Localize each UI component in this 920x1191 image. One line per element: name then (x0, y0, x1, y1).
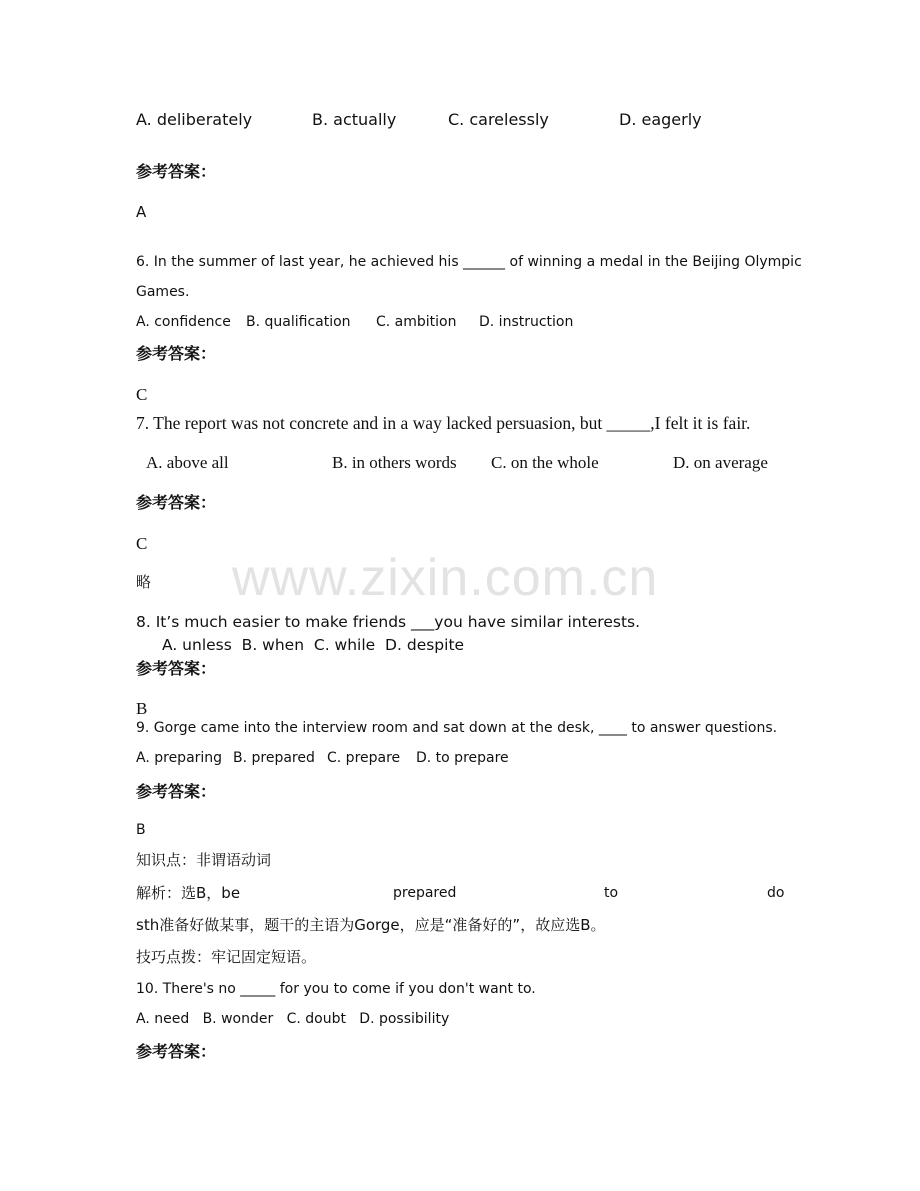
q5-answer: A (136, 203, 147, 221)
q9-tip: 技巧点拨：牢记固定短语。 (136, 948, 317, 966)
q5-option-b: B. actually (312, 110, 397, 129)
q6-stem-line2: Games. (136, 284, 190, 300)
q8-answer: B (136, 699, 148, 718)
q10-stem: 10. There's no _____ for you to come if you don't want to. (136, 981, 536, 997)
q6-option-c: C. ambition (376, 314, 457, 330)
q9-knowledge-point: 知识点：非谓语动词 (136, 851, 272, 869)
q7-option-b: B. in others words (332, 453, 457, 472)
q5-option-d: D. eagerly (619, 110, 702, 129)
q6-option-a: A. confidence (136, 314, 231, 330)
q6-stem-line1: 6. In the summer of last year, he achieved his ______ of winning a medal in the Beijing Olympic (136, 254, 802, 270)
q7-option-d: D. on average (673, 453, 768, 472)
q5-answer-heading: 参考答案： (136, 162, 217, 181)
q10-answer-heading: 参考答案： (136, 1042, 217, 1061)
q7-note: 略 (136, 573, 152, 591)
q7-option-c: C. on the whole (491, 453, 599, 472)
q9-answer-heading: 参考答案： (136, 782, 217, 801)
q8-answer-heading: 参考答案： (136, 659, 217, 678)
q9-analysis-word-4: do (767, 885, 785, 901)
q9-option-b: B. prepared (233, 750, 315, 766)
q9-analysis-line2: sth准备好做某事，题干的主语为Gorge，应是“准备好的”，故应选B。 (136, 916, 606, 934)
q9-analysis-word-1: 解析：选B，be (136, 884, 241, 902)
watermark: www.zixin.com.cn (232, 549, 659, 607)
q10-options: A. need B. wonder C. doubt D. possibility (136, 1011, 450, 1027)
q7-answer-heading: 参考答案： (136, 493, 217, 512)
q8-options: A. unless B. when C. while D. despite (162, 636, 465, 654)
q7-stem: 7. The report was not concrete and in a way lacked persuasion, but _____,I felt it is fair. (136, 413, 751, 433)
q9-option-c: C. prepare (327, 750, 401, 766)
q8-stem: 8. It’s much easier to make friends ___you have similar interests. (136, 613, 641, 631)
q9-analysis-word-3: to (604, 885, 619, 901)
q6-answer: C (136, 385, 148, 404)
q9-answer: B (136, 822, 146, 838)
q6-option-d: D. instruction (479, 314, 574, 330)
q6-answer-heading: 参考答案： (136, 344, 217, 363)
q9-analysis-word-2: prepared (393, 885, 457, 901)
q7-answer: C (136, 534, 148, 553)
q5-option-a: A. deliberately (136, 110, 253, 129)
q9-option-a: A. preparing (136, 750, 223, 766)
q6-option-b: B. qualification (246, 314, 351, 330)
q7-option-a: A. above all (146, 453, 229, 472)
q9-option-d: D. to prepare (416, 750, 509, 766)
q5-option-c: C. carelessly (448, 110, 549, 129)
q9-stem: 9. Gorge came into the interview room and sat down at the desk, ____ to answer questions. (136, 720, 778, 736)
